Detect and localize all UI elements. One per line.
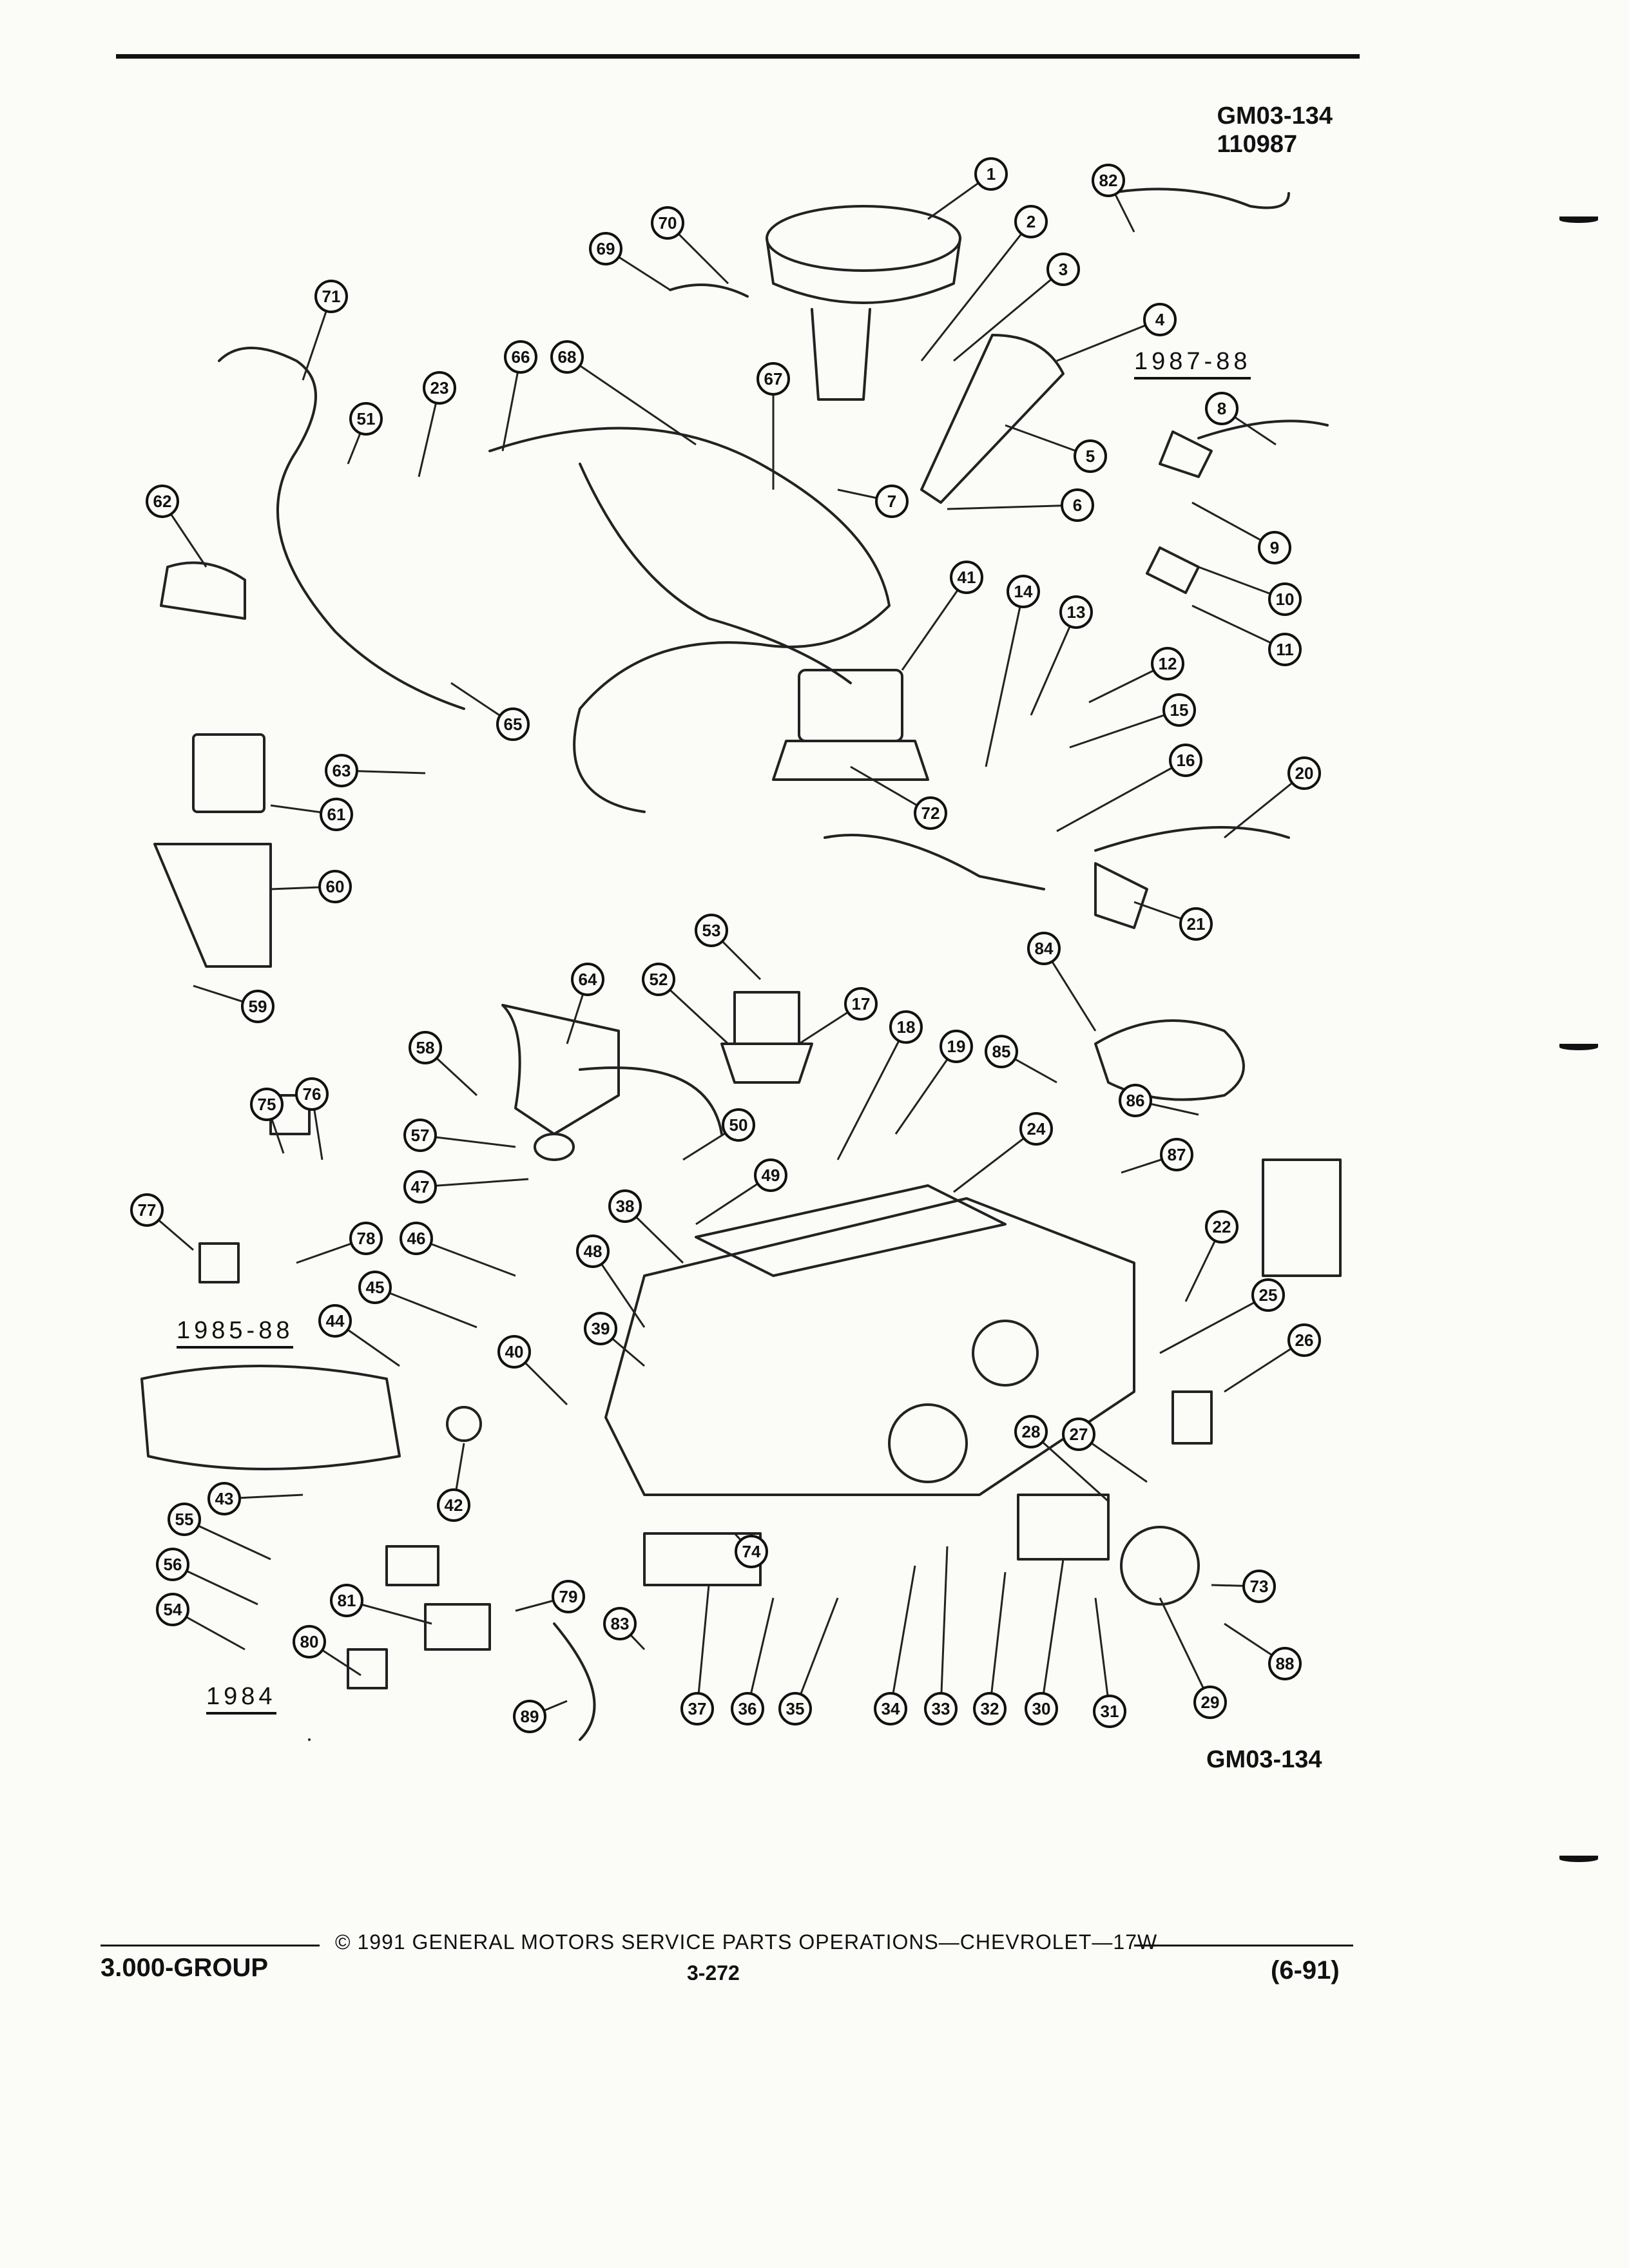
bracket-60	[155, 844, 271, 966]
callout-number-72: 72	[921, 803, 940, 823]
module-51b	[387, 1546, 438, 1585]
binding-mark	[1559, 216, 1598, 223]
callout-number-23: 23	[430, 378, 449, 398]
callout-77	[131, 1195, 162, 1225]
callout-number-18: 18	[896, 1017, 916, 1037]
valve-47	[535, 1134, 574, 1160]
footer-page-number: 3-272	[687, 1961, 740, 1984]
callout-69	[590, 233, 621, 264]
callout-number-34: 34	[881, 1699, 900, 1718]
callout-number-10: 10	[1275, 590, 1295, 609]
callout-68	[552, 341, 583, 372]
callout-71	[316, 281, 347, 312]
callout-number-56: 56	[163, 1555, 182, 1574]
valve-84	[1095, 1021, 1244, 1100]
callout-number-45: 45	[365, 1278, 385, 1297]
callout-number-43: 43	[215, 1489, 234, 1508]
callout-number-51: 51	[356, 409, 376, 428]
callout-86	[1120, 1085, 1151, 1116]
callout-7	[876, 486, 907, 517]
callout-62	[147, 486, 178, 517]
callout-number-61: 61	[327, 805, 346, 824]
figure-id-footer: GM03-134	[1206, 1746, 1322, 1773]
callout-45	[360, 1272, 390, 1303]
callout-number-39: 39	[591, 1319, 610, 1338]
callout-18	[891, 1012, 921, 1043]
callout-74	[736, 1536, 767, 1567]
callout-number-42: 42	[444, 1495, 463, 1515]
callout-number-69: 69	[596, 239, 615, 258]
callout-number-26: 26	[1295, 1331, 1314, 1350]
callout-number-83: 83	[610, 1614, 630, 1633]
callout-40	[499, 1336, 530, 1367]
bracket-21	[1095, 863, 1147, 928]
egr-valve-53	[735, 992, 799, 1044]
callout-42	[438, 1490, 469, 1521]
callout-leaders	[147, 174, 1304, 1716]
hose-duct	[921, 335, 1063, 503]
callout-31	[1094, 1696, 1125, 1727]
carburetor-41	[799, 670, 902, 741]
callout-66	[505, 341, 536, 372]
callout-4	[1144, 304, 1175, 335]
callout-number-17: 17	[851, 994, 871, 1014]
callout-89	[514, 1701, 545, 1732]
callout-21	[1181, 908, 1211, 939]
callout-80	[294, 1626, 325, 1657]
callout-57	[405, 1120, 436, 1151]
sensor-9	[1160, 432, 1211, 477]
year-label-1984: 1984	[206, 1683, 276, 1715]
exhaust-manifold	[142, 1366, 400, 1469]
callout-41	[951, 562, 982, 593]
callout-number-77: 77	[137, 1200, 157, 1220]
callout-78	[351, 1223, 381, 1254]
leader-15	[1070, 710, 1179, 747]
callout-number-66: 66	[511, 347, 530, 367]
water-pump	[973, 1321, 1037, 1385]
callout-22	[1206, 1211, 1237, 1242]
callout-24	[1021, 1113, 1052, 1144]
callout-number-27: 27	[1069, 1425, 1088, 1444]
canister-26b	[1173, 1392, 1211, 1443]
leader-13	[1031, 612, 1076, 715]
callout-29	[1195, 1687, 1226, 1718]
engine-block	[606, 1198, 1134, 1495]
callout-81	[331, 1585, 362, 1616]
callout-number-73: 73	[1249, 1577, 1269, 1596]
hose-89	[554, 1624, 595, 1740]
callout-number-76: 76	[302, 1084, 322, 1104]
callout-75	[251, 1089, 282, 1120]
callout-number-3: 3	[1058, 260, 1068, 279]
callout-73	[1244, 1571, 1275, 1602]
leader-16	[1057, 760, 1186, 831]
callout-51	[351, 403, 381, 434]
callout-number-64: 64	[578, 970, 597, 989]
callout-number-19: 19	[947, 1037, 966, 1056]
callout-number-15: 15	[1170, 700, 1189, 720]
callout-23	[424, 372, 455, 403]
callout-number-12: 12	[1158, 654, 1177, 673]
hose-64	[580, 1068, 722, 1134]
callout-9	[1259, 532, 1290, 563]
callout-number-68: 68	[557, 347, 577, 367]
callout-87	[1161, 1139, 1192, 1170]
callout-10	[1269, 584, 1300, 615]
wire-20	[1095, 827, 1289, 850]
callout-61	[321, 799, 352, 830]
callout-43	[209, 1483, 240, 1514]
callout-50	[723, 1110, 754, 1140]
leader-68	[567, 357, 696, 445]
callout-number-60: 60	[325, 877, 345, 896]
callout-number-6: 6	[1072, 495, 1083, 515]
callout-number-21: 21	[1186, 914, 1206, 934]
callout-number-5: 5	[1085, 447, 1095, 466]
callout-59	[242, 991, 273, 1022]
leader-18	[838, 1027, 906, 1160]
callout-83	[604, 1608, 635, 1639]
callout-number-85: 85	[992, 1042, 1011, 1061]
callout-number-65: 65	[503, 715, 523, 734]
callout-number-49: 49	[761, 1166, 780, 1185]
callout-5	[1075, 441, 1106, 472]
callout-84	[1028, 933, 1059, 964]
callout-30	[1026, 1693, 1057, 1724]
callout-3	[1048, 254, 1079, 285]
callout-number-30: 30	[1032, 1699, 1051, 1718]
valve-42	[447, 1407, 481, 1441]
callout-number-59: 59	[248, 997, 267, 1016]
ecm-61	[193, 735, 264, 812]
callout-82	[1093, 165, 1124, 196]
leader-2	[921, 222, 1031, 361]
callout-19	[941, 1031, 972, 1062]
callout-number-36: 36	[738, 1699, 757, 1718]
binding-mark	[1559, 1856, 1598, 1862]
callout-17	[845, 988, 876, 1019]
callout-number-67: 67	[764, 369, 783, 389]
callout-48	[577, 1236, 608, 1267]
callout-85	[986, 1036, 1017, 1067]
binding-mark	[1559, 1044, 1598, 1050]
footer-rule-right	[1134, 1945, 1353, 1946]
hose-82	[1108, 189, 1289, 207]
egr-base-17	[722, 1044, 812, 1082]
callout-6	[1062, 490, 1093, 521]
callout-55	[169, 1504, 200, 1535]
callout-number-63: 63	[332, 761, 351, 780]
callout-79	[553, 1581, 584, 1612]
callout-64	[572, 964, 603, 995]
callout-8	[1206, 393, 1237, 424]
callout-number-2: 2	[1026, 212, 1036, 231]
leader-33	[941, 1546, 947, 1709]
callout-number-29: 29	[1200, 1693, 1220, 1712]
callout-58	[410, 1032, 441, 1063]
callout-number-79: 79	[559, 1587, 578, 1606]
callout-35	[780, 1693, 811, 1724]
callout-number-24: 24	[1027, 1119, 1046, 1139]
footer-group: 3.000-GROUP	[101, 1954, 269, 1982]
callout-number-37: 37	[688, 1699, 707, 1718]
callout-number-40: 40	[505, 1342, 524, 1361]
cover-62	[161, 562, 245, 619]
callout-12	[1152, 648, 1183, 679]
ac-compressor-30	[1018, 1495, 1108, 1559]
engine-parts-illustration	[142, 189, 1340, 1740]
callout-number-55: 55	[175, 1510, 194, 1529]
footer-copyright: © 1991 GENERAL MOTORS SERVICE PARTS OPERATIONS—CHEVROLET—17W	[335, 1930, 1158, 1954]
callout-27	[1063, 1419, 1094, 1450]
callout-number-46: 46	[407, 1229, 426, 1248]
callout-number-31: 31	[1100, 1702, 1119, 1721]
callout-47	[405, 1171, 436, 1202]
callout-53	[696, 915, 727, 946]
callout-54	[157, 1594, 188, 1625]
callout-46	[401, 1223, 432, 1254]
hose-69	[670, 285, 747, 296]
callout-number-13: 13	[1066, 602, 1086, 622]
callout-number-50: 50	[729, 1115, 748, 1135]
callout-number-4: 4	[1155, 310, 1165, 329]
fuel-line	[825, 835, 1044, 889]
harness-left	[219, 348, 464, 709]
callout-2	[1016, 206, 1046, 237]
callout-number-32: 32	[980, 1699, 999, 1718]
pulley-29	[1121, 1527, 1199, 1604]
figure-id: GM03-134	[1217, 102, 1333, 130]
callout-20	[1289, 758, 1320, 789]
callout-number-1: 1	[986, 164, 996, 184]
callout-number-22: 22	[1212, 1217, 1231, 1236]
callout-70	[652, 207, 683, 238]
callout-number-25: 25	[1258, 1285, 1278, 1305]
canister-26	[1263, 1160, 1340, 1276]
callout-52	[643, 964, 674, 995]
callout-number-9: 9	[1269, 538, 1280, 557]
callout-15	[1164, 695, 1195, 726]
callout-number-47: 47	[410, 1177, 430, 1196]
callout-65	[497, 709, 528, 740]
year-label-1985-88: 1985-88	[177, 1317, 293, 1349]
year-label-1987-88: 1987-88	[1134, 348, 1251, 380]
bracket-64	[503, 1005, 619, 1134]
callout-63	[326, 755, 357, 786]
callout-number-87: 87	[1167, 1145, 1186, 1164]
callout-number-53: 53	[702, 921, 721, 940]
leader-6	[947, 505, 1077, 509]
gasket-72	[773, 741, 928, 780]
callout-37	[682, 1693, 713, 1724]
callout-number-33: 33	[931, 1699, 950, 1718]
callout-number-89: 89	[520, 1707, 539, 1726]
callout-number-71: 71	[322, 287, 341, 306]
callout-49	[755, 1160, 786, 1191]
callout-number-16: 16	[1176, 751, 1195, 770]
callout-38	[610, 1191, 641, 1222]
callout-56	[157, 1549, 188, 1580]
callout-number-78: 78	[356, 1229, 376, 1248]
footer-date: (6-91)	[1271, 1956, 1340, 1984]
callout-number-14: 14	[1014, 582, 1033, 601]
callout-number-88: 88	[1275, 1654, 1295, 1673]
callout-13	[1061, 597, 1092, 628]
snorkel	[812, 309, 870, 399]
bracket-11	[1147, 548, 1199, 593]
callout-number-20: 20	[1295, 764, 1314, 783]
leader-32	[990, 1572, 1005, 1709]
callout-1	[976, 159, 1007, 189]
sensor-77	[200, 1244, 238, 1282]
callout-number-62: 62	[153, 492, 172, 511]
callout-number-70: 70	[658, 213, 677, 233]
callout-16	[1170, 745, 1201, 776]
callout-number-75: 75	[257, 1095, 276, 1114]
callout-number-58: 58	[416, 1038, 435, 1057]
leader-34	[891, 1566, 915, 1709]
callout-25	[1253, 1280, 1284, 1311]
callout-14	[1008, 576, 1039, 607]
leader-29	[1160, 1598, 1210, 1702]
callout-26	[1289, 1325, 1320, 1356]
callout-33	[925, 1693, 956, 1724]
callout-number-35: 35	[786, 1699, 805, 1718]
callout-88	[1269, 1648, 1300, 1679]
module-80	[348, 1649, 387, 1688]
callout-number-84: 84	[1034, 939, 1054, 958]
callout-number-57: 57	[410, 1126, 430, 1145]
callout-72	[915, 798, 946, 829]
callout-76	[296, 1079, 327, 1110]
callout-11	[1269, 634, 1300, 665]
callout-number-86: 86	[1126, 1091, 1145, 1110]
harness-main	[490, 428, 889, 812]
callout-32	[974, 1693, 1005, 1724]
callout-number-54: 54	[163, 1600, 182, 1619]
leader-14	[986, 591, 1023, 767]
callout-60	[320, 871, 351, 902]
leader-36	[747, 1598, 773, 1709]
callout-number-48: 48	[583, 1242, 602, 1261]
callout-number-8: 8	[1217, 399, 1227, 418]
callout-number-11: 11	[1276, 640, 1294, 659]
callout-number-7: 7	[887, 492, 897, 511]
callout-number-81: 81	[337, 1591, 356, 1610]
callout-number-52: 52	[649, 970, 668, 989]
bracket-81	[425, 1604, 490, 1649]
callout-number-82: 82	[1099, 171, 1118, 190]
leader-37	[697, 1585, 709, 1709]
callout-number-28: 28	[1021, 1422, 1041, 1441]
callout-number-74: 74	[742, 1542, 761, 1561]
callout-28	[1016, 1416, 1046, 1447]
callout-67	[758, 363, 789, 394]
leader-25	[1160, 1295, 1268, 1353]
callout-number-41: 41	[957, 568, 976, 587]
leader-30	[1041, 1559, 1063, 1709]
callout-39	[585, 1313, 616, 1344]
callout-number-44: 44	[325, 1311, 345, 1331]
callout-44	[320, 1305, 351, 1336]
crank-pulley	[889, 1405, 967, 1482]
leader-3	[954, 269, 1063, 361]
callout-36	[732, 1693, 763, 1724]
leader-41	[902, 577, 967, 670]
leader-31	[1095, 1598, 1110, 1711]
footer-rule-left	[101, 1945, 320, 1946]
callout-number-80: 80	[300, 1632, 319, 1651]
leader-35	[795, 1598, 838, 1709]
callout-34	[875, 1693, 906, 1724]
callout-number-38: 38	[615, 1196, 635, 1216]
figure-code: 110987	[1217, 131, 1298, 158]
